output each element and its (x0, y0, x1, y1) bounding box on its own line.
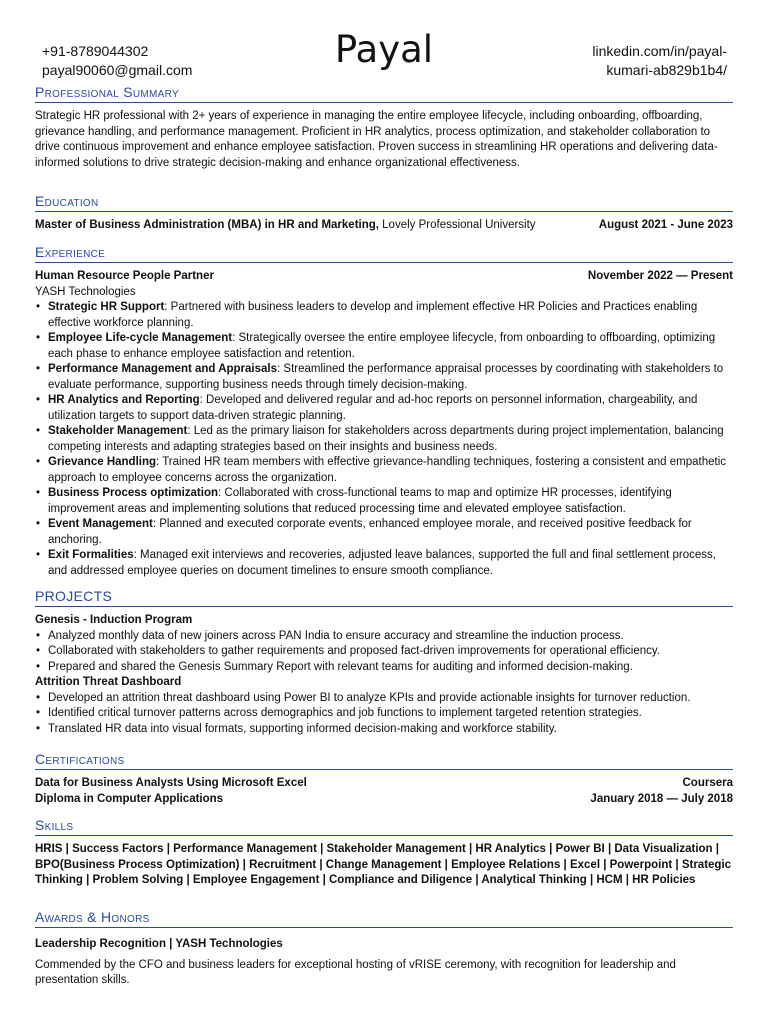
bullet-label: Exit Formalities (48, 549, 134, 561)
summary-section (35, 84, 733, 171)
email-address[interactable]: payal90060@gmail.com (42, 62, 193, 78)
bullet-label: HR Analytics and Reporting (48, 394, 200, 406)
list-item (35, 455, 733, 486)
awards-heading: Awards & Honors (35, 909, 733, 928)
list-item (35, 393, 733, 424)
education-degree-line (35, 218, 536, 234)
bullet-label: Strategic HR Support (48, 301, 165, 313)
list-item (35, 517, 733, 548)
skills-section (35, 817, 733, 889)
list-item (35, 548, 733, 579)
list-item: • Collaborated with stakeholders to gather requirements and proposed fact-driven improvements for operational efficiency. (35, 644, 733, 660)
certification-row (35, 776, 733, 792)
bullet-text: : Partnered with business leaders to develop and implement effective HR Policies and Practices enabling effective workforce planning. (48, 301, 698, 329)
bullet-text: : Collaborated with cross-functional teams to map and optimize HR processes, identifying improvement areas and implementing solutions that reduced processing time and elevated employee satisfaction. (48, 487, 672, 515)
skills-list: HRIS | Success Factors | Performance Management | Stakeholder Management | HR Analytics | Power BI | Data Visualization | BPO(Business Process Optimization) | Recruitment | Change Management | Employee Relations | Excel | Powerpoint | Strategic Thinking | Problem Solving | Employee Engagement | Compliance and Diligence | Analytical Thinking | HCM | HR Policies (35, 843, 732, 886)
phone-number: +91-8789044302 (42, 43, 149, 59)
award-description: Commended by the CFO and business leaders for exceptional hosting of vRISE ceremony, with recognition for leadership and presentation skills. (35, 958, 676, 986)
bullet-label: Stakeholder Management (48, 425, 188, 437)
bullet-text: : Managed exit interviews and recoveries, adjusted leave balances, supported the full and final settlement process, and addressed employee queries on document timelines to ensure smooth compliance. (48, 549, 717, 577)
contact-right[interactable] (592, 42, 727, 80)
project-title-attrition: Attrition Threat Dashboard (35, 676, 182, 688)
list-item (35, 424, 733, 455)
education-section (35, 193, 733, 234)
bullet-label: Grievance Handling (48, 456, 157, 468)
skills-heading: Skills (35, 817, 733, 836)
award-title: Leadership Recognition | YASH Technologies (35, 938, 283, 950)
certification-dates: January 2018 — July 2018 (590, 792, 733, 805)
projects-section (35, 588, 733, 737)
candidate-name: Payal (334, 28, 434, 71)
certification-name: Data for Business Analysts Using Microsoft Excel (35, 777, 307, 789)
education-degree: Master of Business Administration (MBA) in HR and Marketing, (35, 219, 379, 231)
education-school: Lovely Professional University (378, 219, 536, 231)
bullet-label: Event Management (48, 518, 153, 530)
certification-provider: Coursera (682, 777, 733, 789)
list-item (35, 486, 733, 517)
bullet-text: : Led as the primary liaison for stakeholders across departments during project implementation, balancing competing interests and adapting strategies based on their insights and business needs. (48, 425, 724, 453)
summary-heading: Professional Summary (35, 84, 733, 103)
education-row (35, 218, 733, 234)
linkedin-link-line2[interactable]: kumari-ab829b1b4/ (606, 62, 727, 78)
bullet-text: : Planned and executed corporate events, enhanced employee morale, and received positive feedback for anchoring. (48, 518, 692, 546)
summary-text: Strategic HR professional with 2+ years of experience in managing the entire employee lifecycle, including onboarding, offboarding, grievance handling, and performance management. Proficient in HR analytics, process optimization, and stakeholder collaboration to drive continuous improvement and enhance employee satisfaction. Proven success in streamlining HR operations and delivering data-informed solutions to drive strategic decision-making and enhance organizational effectiveness. (35, 110, 718, 169)
experience-section (35, 244, 733, 579)
projects-heading: PROJECTS (35, 588, 733, 607)
list-item: • Identified critical turnover patterns across demographics and job functions to implement targeted retention strategies. (35, 706, 733, 722)
list-item (35, 300, 733, 331)
list-item: • Translated HR data into visual formats, supporting informed decision-making and workforce stability. (35, 722, 733, 738)
list-item: • Developed an attrition threat dashboard using Power BI to analyze KPIs and provide actionable insights for turnover reduction. (35, 691, 733, 707)
linkedin-link-line1[interactable]: linkedin.com/in/payal- (592, 43, 727, 59)
experience-bullets (35, 300, 733, 579)
certification-name: Diploma in Computer Applications (35, 792, 224, 805)
experience-heading: Experience (35, 244, 733, 263)
list-item: • Analyzed monthly data of new joiners across PAN India to ensure accuracy and streamline the induction process. (35, 629, 733, 645)
certifications-heading: Certifications (35, 751, 733, 770)
list-item: • Prepared and shared the Genesis Summary Report with relevant teams for auditing and informed decision-making. (35, 660, 733, 676)
project-attrition-bullets (35, 691, 733, 738)
bullet-label: Business Process optimization (48, 487, 218, 499)
bullet-label: Performance Management and Appraisals (48, 363, 278, 375)
bullet-text: : Developed and delivered regular and ad-hoc reports on personnel information, chargeability, and utilization targets to support data-driven strategic planning. (48, 394, 698, 422)
education-dates: August 2021 - June 2023 (598, 219, 733, 231)
education-heading: Education (35, 193, 733, 212)
project-genesis-bullets (35, 629, 733, 676)
list-item (35, 331, 733, 362)
awards-section (35, 909, 733, 989)
list-item (35, 362, 733, 393)
bullet-text: : Strategically oversee the entire employee lifecycle, from onboarding to offboarding, optimizing each phase to enhance employee satisfaction and retention. (48, 332, 716, 360)
job-dates: November 2022 — Present (587, 270, 733, 282)
certification-row (35, 792, 733, 808)
project-title-genesis: Genesis - Induction Program (35, 614, 193, 626)
bullet-text: : Streamlined the performance appraisal processes by coordinating with stakeholders to evaluate performance, supporting business needs through timely decision-making. (48, 363, 724, 391)
job-title: Human Resource People Partner (35, 270, 214, 282)
certifications-section (35, 751, 733, 807)
job-row (35, 269, 733, 285)
job-company: YASH Technologies (35, 285, 136, 298)
bullet-label: Employee Life-cycle Management (48, 332, 233, 344)
bullet-text: : Trained HR team members with effective grievance-handling techniques, fostering a consistent and empathetic approach to employee concerns across the organization. (48, 456, 726, 484)
